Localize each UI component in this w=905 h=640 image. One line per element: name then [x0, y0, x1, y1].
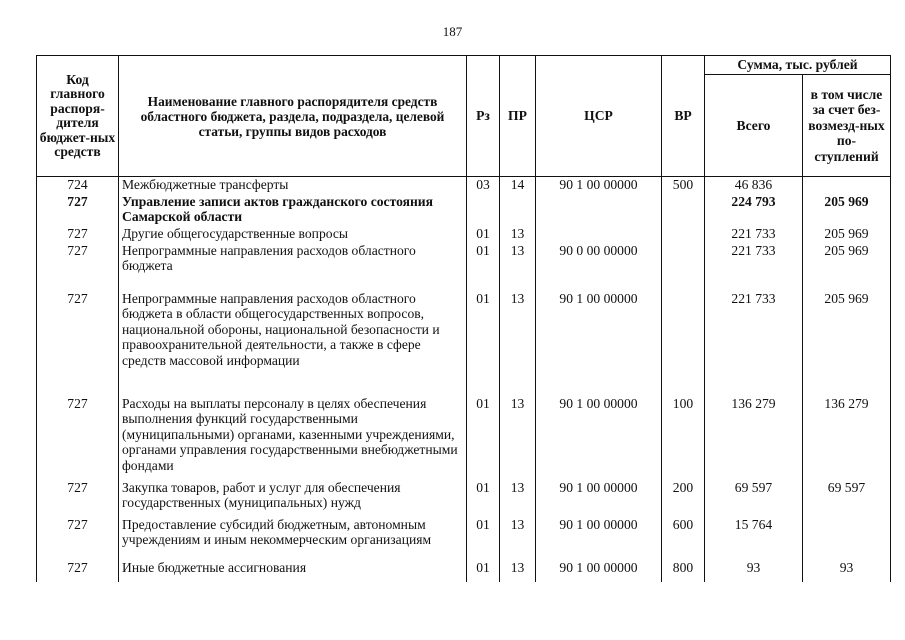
cell-csr: 90 1 00 00000	[536, 396, 662, 480]
table-row	[37, 560, 891, 582]
header-vr: ВР	[662, 56, 705, 177]
cell-pr: 13	[500, 517, 536, 560]
cell-free: 205 969	[803, 194, 891, 226]
cell-pr: 13	[500, 396, 536, 480]
cell-code: 727	[37, 226, 119, 243]
table-row	[37, 194, 891, 226]
cell-free: 205 969	[803, 291, 891, 396]
cell-name: Закупка товаров, работ и услуг для обеспечения государственных (муниципальных) нужд	[119, 480, 467, 517]
cell-total: 46 836	[705, 177, 803, 194]
table-row	[37, 243, 891, 291]
cell-csr	[536, 194, 662, 226]
cell-code: 727	[37, 194, 119, 226]
cell-csr: 90 1 00 00000	[536, 291, 662, 396]
cell-total: 136 279	[705, 396, 803, 480]
cell-code: 727	[37, 396, 119, 480]
cell-name: Управление записи актов гражданского состояния Самарской области	[119, 194, 467, 226]
cell-total: 221 733	[705, 226, 803, 243]
cell-free: 69 597	[803, 480, 891, 517]
cell-code: 727	[37, 480, 119, 517]
header-csr: ЦСР	[536, 56, 662, 177]
cell-free	[803, 517, 891, 560]
table-body	[37, 177, 891, 582]
cell-csr: 90 1 00 00000	[536, 517, 662, 560]
cell-pr: 13	[500, 243, 536, 291]
cell-total: 69 597	[705, 480, 803, 517]
cell-name: Иные бюджетные ассигнования	[119, 560, 467, 582]
cell-rz	[467, 194, 500, 226]
cell-pr: 13	[500, 291, 536, 396]
cell-free: 93	[803, 560, 891, 582]
cell-vr	[662, 243, 705, 291]
cell-csr: 90 0 00 00000	[536, 243, 662, 291]
cell-name: Межбюджетные трансферты	[119, 177, 467, 194]
cell-free: 136 279	[803, 396, 891, 480]
cell-total: 221 733	[705, 291, 803, 396]
cell-rz: 03	[467, 177, 500, 194]
cell-name: Расходы на выплаты персоналу в целях обеспечения выполнения функций государственными (муниципальными) органами, казенными учреждениями, органами управления государственными внебюджетными фондами	[119, 396, 467, 480]
cell-pr: 14	[500, 177, 536, 194]
cell-vr: 200	[662, 480, 705, 517]
cell-rz: 01	[467, 226, 500, 243]
cell-vr: 100	[662, 396, 705, 480]
budget-table	[36, 55, 891, 582]
cell-code: 724	[37, 177, 119, 194]
table-row	[37, 396, 891, 480]
header-code: Код главного распоря-дителя бюджет-ных средств	[37, 56, 119, 177]
cell-rz: 01	[467, 291, 500, 396]
table-row	[37, 177, 891, 194]
cell-vr: 500	[662, 177, 705, 194]
header-free: в том числе за счет без-возмезд-ных по-ступлений	[803, 75, 891, 177]
cell-vr	[662, 226, 705, 243]
cell-vr	[662, 291, 705, 396]
cell-vr: 800	[662, 560, 705, 582]
cell-rz: 01	[467, 480, 500, 517]
cell-rz: 01	[467, 396, 500, 480]
cell-code: 727	[37, 517, 119, 560]
cell-csr: 90 1 00 00000	[536, 560, 662, 582]
cell-name: Непрограммные направления расходов областного бюджета в области общегосударственных вопросов, национальной обороны, национальной безопасности и правоохранительной деятельности, а также в сфере средств массовой информации	[119, 291, 467, 396]
cell-total: 93	[705, 560, 803, 582]
page-number: 187	[442, 24, 463, 39]
cell-name: Предоставление субсидий бюджетным, автономным учреждениям и иным некоммерческим организациям	[119, 517, 467, 560]
header-name: Наименование главного распорядителя средств областного бюджета, раздела, подраздела, целевой статьи, группы видов расходов	[119, 56, 467, 177]
cell-code: 727	[37, 560, 119, 582]
cell-csr: 90 1 00 00000	[536, 480, 662, 517]
table-row	[37, 517, 891, 560]
header-pr: ПР	[500, 56, 536, 177]
cell-pr: 13	[500, 226, 536, 243]
cell-total: 15 764	[705, 517, 803, 560]
cell-name: Непрограммные направления расходов областного бюджета	[119, 243, 467, 291]
cell-rz: 01	[467, 560, 500, 582]
cell-csr: 90 1 00 00000	[536, 177, 662, 194]
cell-total: 221 733	[705, 243, 803, 291]
cell-rz: 01	[467, 517, 500, 560]
table-row	[37, 226, 891, 243]
header-rz: Рз	[467, 56, 500, 177]
cell-vr	[662, 194, 705, 226]
table-row	[37, 480, 891, 517]
table-row	[37, 291, 891, 396]
cell-name: Другие общегосударственные вопросы	[119, 226, 467, 243]
header-total: Всего	[705, 75, 803, 177]
cell-free: 205 969	[803, 243, 891, 291]
cell-rz: 01	[467, 243, 500, 291]
cell-code: 727	[37, 243, 119, 291]
cell-pr	[500, 194, 536, 226]
cell-csr	[536, 226, 662, 243]
cell-pr: 13	[500, 480, 536, 517]
cell-free	[803, 177, 891, 194]
cell-pr: 13	[500, 560, 536, 582]
header-sum: Сумма, тыс. рублей	[705, 56, 891, 75]
cell-code: 727	[37, 291, 119, 396]
cell-total: 224 793	[705, 194, 803, 226]
cell-vr: 600	[662, 517, 705, 560]
cell-free: 205 969	[803, 226, 891, 243]
